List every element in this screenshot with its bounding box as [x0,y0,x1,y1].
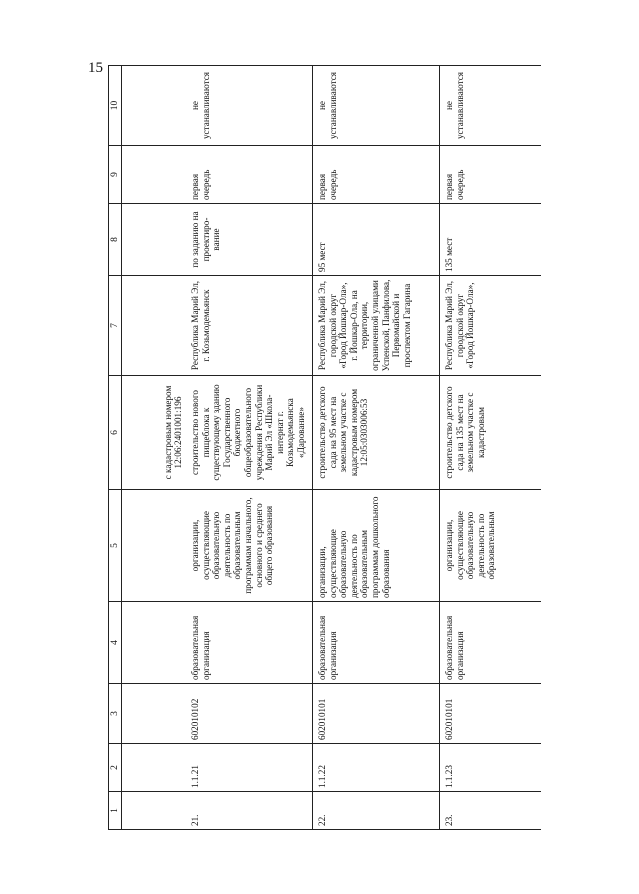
object-description: строительство детского сада на 95 мест на земельном участке с кадастровым номером 12:05:0303006:53 [313,376,440,490]
object-capacity: по заданию на проектиро-вание [186,204,313,276]
object-location: Республика Марий Эл, г. Козьмодемьянск [186,276,313,376]
table-row [440,66,542,830]
object-code: 1.1.22 [313,744,440,792]
rotated-page-content [108,66,522,830]
classifier-code: 602010101 [440,684,542,744]
row-number: 21. [186,792,313,830]
classifier-code: 602010102 [186,684,313,744]
object-purpose: организации, осуществляющие образовательную деятельность по образовательным программам начального, основного и среднего общего образования [186,490,313,602]
column-number: 2 [109,744,122,792]
object-description: строительство детского сада на 135 мест на земельном участке с кадастровым [440,376,542,490]
object-zones: не устанавливаются [186,66,313,146]
object-stage: первая очередь [313,146,440,204]
column-number: 9 [109,146,122,204]
classifier-code: 602010101 [313,684,440,744]
table-row [186,66,313,830]
table-row [313,66,440,830]
object-stage: первая очередь [186,146,313,204]
object-purpose: организации, осуществляющие образовательную деятельность по образовательным программам дошкольного образования [313,490,440,602]
object-zones: не устанавливаются [313,66,440,146]
object-type: образовательная организация [186,602,313,684]
object-description: строительство нового пищеблока к существующему зданию Государственного бюджетного общеобразовательного учреждения Республики Марий Эл «Школа-интернат г. Козьмодемьянска «Дарование» [186,376,313,490]
column-number: 6 [109,376,122,490]
page-number: 15 [88,60,103,76]
object-purpose: организации, осуществляющие образовательную деятельность по образовательным [440,490,542,602]
object-zones: не устанавливаются [440,66,542,146]
row-number: 22. [313,792,440,830]
column-number: 7 [109,276,122,376]
column-number-row [109,66,122,830]
object-stage: первая очередь [440,146,542,204]
column-number: 10 [109,66,122,146]
row-number: 23. [440,792,542,830]
continuation-row [122,66,187,830]
column-number: 3 [109,684,122,744]
object-code: 1.1.21 [186,744,313,792]
object-capacity: 135 мест [440,204,542,276]
object-type: образовательная организация [313,602,440,684]
object-type: образовательная организация [440,602,542,684]
column-number: 4 [109,602,122,684]
object-location: Республика Марий Эл, городской округ «Город Йошкар-Ола», г. Йошкар-Ола, на территории, ограниченной улицами Успенской, Панфилова, Первомайской и проспектом Гагарина [313,276,440,376]
continued-cadastral-text: с кадастровым номером 12:06:2401001:196 [122,376,187,490]
object-code: 1.1.23 [440,744,542,792]
objects-table [108,65,541,830]
object-location: Республика Марий Эл, городской округ «Город Йошкар-Ола», [440,276,542,376]
column-number: 1 [109,792,122,830]
column-number: 8 [109,204,122,276]
object-capacity: 95 мест [313,204,440,276]
column-number: 5 [109,490,122,602]
